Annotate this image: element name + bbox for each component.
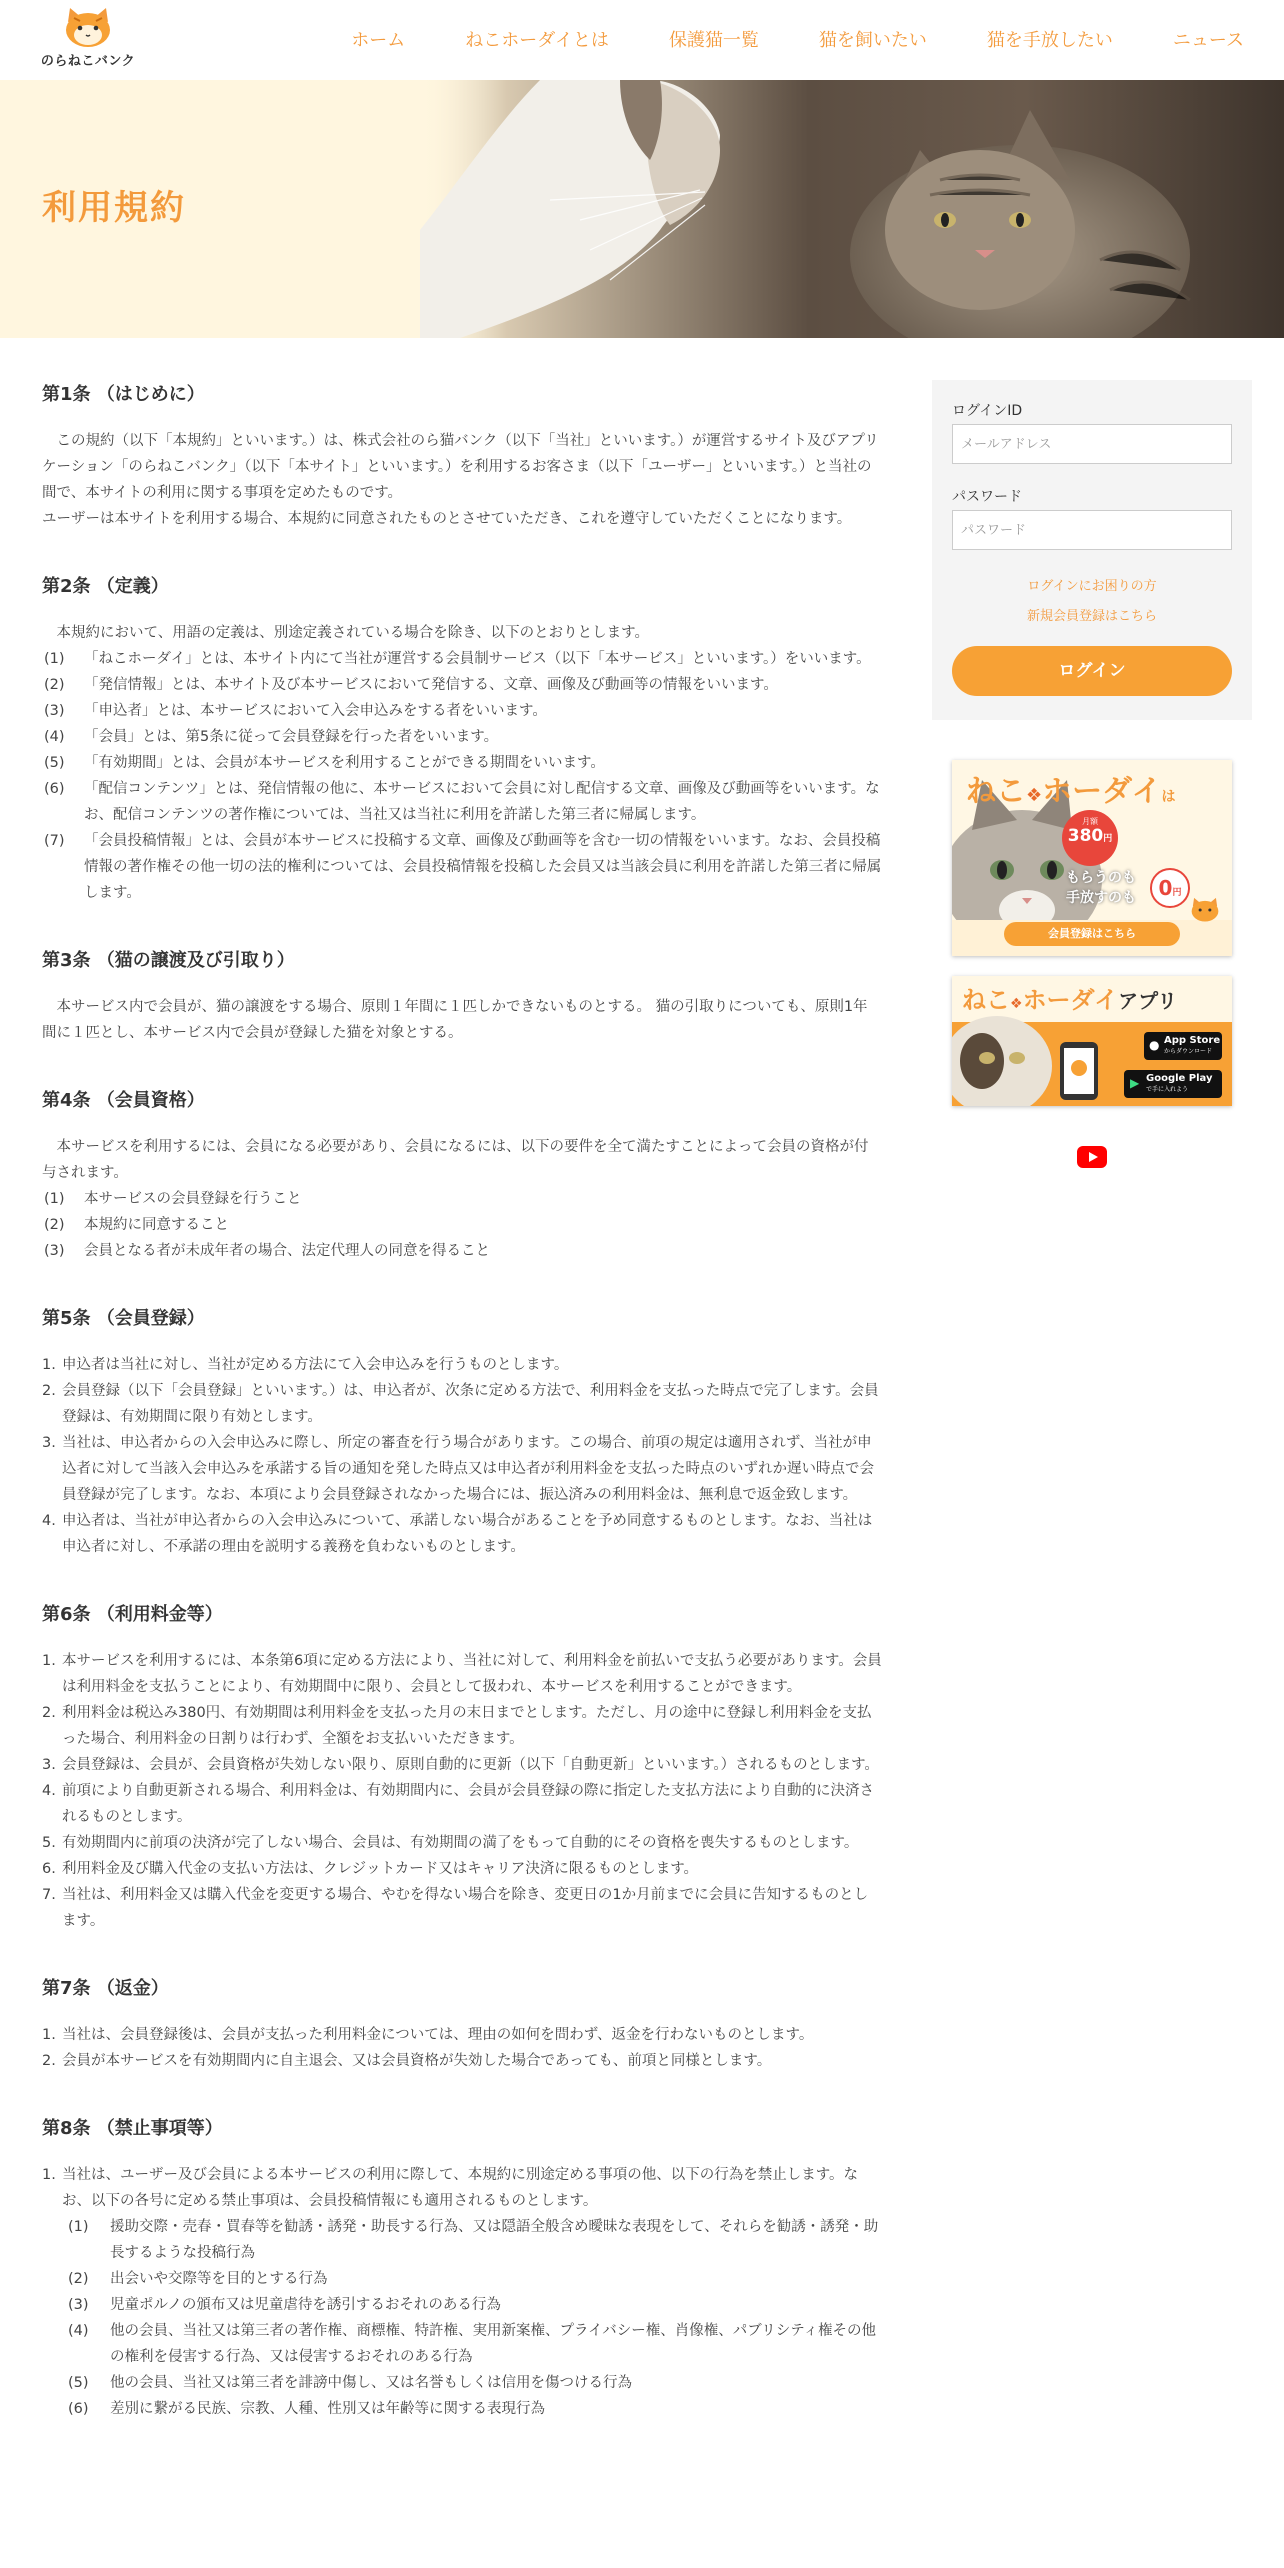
nav-news[interactable]: ニュース	[1172, 30, 1244, 51]
list-item: 1. 本サービスを利用するには、本条第6項に定める方法により、当社に対して、利用料金を前払いで支払う必要があります。会員は利用料金を支払うことにより、有効期間中に限り、会員として扱われ、本サービスを利用することができます。	[42, 1653, 882, 1695]
list-item: (3) 会員となる者が未成年者の場合、法定代理人の同意を得ること	[44, 1243, 490, 1259]
article-4-title: 第4条 （会員資格）	[42, 1090, 205, 1111]
article-6-title: 第6条 （利用料金等）	[42, 1604, 223, 1625]
play-icon: ▶	[1130, 1076, 1140, 1090]
list-item: 7. 当社は、利用料金又は購入代金を変更する場合、やむを得ない場合を除き、変更日の1か月前までに会員に告知するものとします。	[42, 1887, 869, 1929]
list-item: 2. 利用料金は税込み380円、有効期間は利用料金を支払った月の末日までとします。ただし、月の途中に登録し利用料金を支払った場合、利用料金の日割りは行わず、全額をお支払いいただきます。	[42, 1705, 872, 1747]
article-8-title: 第8条 （禁止事項等）	[42, 2118, 223, 2139]
nekohodai-app-banner[interactable]: ねこ❖ホーダイアプリ ● App Store からダウンロード ▶ Google Play で手に入れよう	[952, 976, 1232, 1106]
nav-release[interactable]: 猫を手放したい	[986, 30, 1113, 51]
article-4-para-1: 本サービスを利用するには、会員になる必要があり、会員になるには、以下の要件を全て満たすことによって会員の資格が付与されます。	[42, 1139, 869, 1181]
banner1-title-a: ねこ	[966, 774, 1026, 809]
banner1-cta-button[interactable]: 会員登録はこちら	[1004, 922, 1180, 946]
article-5	[42, 1304, 882, 1560]
list-item: (1) 「ねこホーダイ」とは、本サイト内にて当社が運営する会員制サービス（以下「本サービス」といいます。）をいいます。	[44, 651, 871, 667]
sidebar	[932, 380, 1252, 1168]
login-box	[932, 380, 1252, 720]
list-item: 1. 当社は、会員登録後は、会員が支払った利用料金については、理由の如何を問わず、返金を行わないものとします。	[42, 2027, 814, 2043]
email-input[interactable]	[952, 424, 1232, 464]
banner1-title-b: ホーダイ	[1042, 774, 1162, 809]
list-item: 4. 申込者は、当社が申込者からの入会申込みについて、承諾しない場合があることを予め同意するものとします。なお、当社は申込者に対し、不承諾の理由を説明する義務を負わないものとします。	[42, 1513, 873, 1555]
app-store-button[interactable]: ● App Store からダウンロード	[1144, 1032, 1222, 1060]
article-1-para-2: ユーザーは本サイトを利用する場合、本規約に同意されたものとさせていただき、これを遵守していただくことになります。	[42, 511, 852, 527]
youtube-icon[interactable]	[1077, 1146, 1107, 1168]
list-item: (1) 援助交際・売春・買春等を勧誘・誘発・助長する行為、又は隠語全般含め曖昧な表現をして、それらを勧誘・誘発・助長するような投稿行為	[68, 2219, 879, 2261]
banner1-title-c: は	[1161, 789, 1176, 805]
article-2-title: 第2条 （定義）	[42, 576, 169, 597]
logo-text: のらねこバンク	[40, 54, 136, 69]
list-item: 6. 利用料金及び購入代金の支払い方法は、クレジットカード又はキャリア決済に限るものとします。	[42, 1861, 699, 1877]
cat-logo-icon	[60, 8, 116, 48]
article-8-sublist	[62, 2214, 882, 2422]
google-play-button[interactable]: ▶ Google Play で手に入れよう	[1124, 1070, 1222, 1098]
article-7-title: 第7条 （返金）	[42, 1978, 169, 1999]
list-item: (6) 差別に繋がる民族、宗教、人種、性別又は年齢等に関する表現行為	[68, 2401, 545, 2417]
article-3-para-1: 本サービス内で会員が、猫の譲渡をする場合、原則１年間に１匹しかできないものとする。 猫の引取りについても、原則1年間に１匹とし、本サービス内で会員が登録した猫を対象とする。	[42, 999, 868, 1041]
zero-yen-badge: 0円	[1150, 868, 1190, 908]
nekohodai-banner[interactable]: ねこ❖ホーダイは 月額 380円 もらうのも 手放すのも 0円 会員登録はこちら	[952, 760, 1232, 956]
article-7	[42, 1974, 882, 2074]
list-item: (2) 「発信情報」とは、本サイト及び本サービスにおいて発信する、文章、画像及び動画等の情報をいいます。	[44, 677, 778, 693]
list-item: (5) 「有効期間」とは、会員が本サービスを利用することができる期間をいいます。	[44, 755, 605, 771]
list-item: (3) 「申込者」とは、本サービスにおいて入会申込みをする者をいいます。	[44, 703, 547, 719]
article-3-title: 第3条 （猫の譲渡及び引取り）	[42, 950, 295, 971]
cat-mascot-icon	[1188, 896, 1222, 924]
nav-about[interactable]: ねこホーダイとは	[465, 30, 609, 51]
site-logo[interactable]	[40, 8, 136, 72]
password-input[interactable]	[952, 510, 1232, 550]
apple-icon: ●	[1149, 1038, 1160, 1052]
article-4	[42, 1086, 882, 1264]
list-item: (5) 他の会員、当社又は第三者を誹謗中傷し、又は名誉もしくは信用を傷つける行為	[68, 2375, 632, 2391]
register-link[interactable]: 新規会員登録はこちら	[1026, 609, 1157, 624]
banner2-title-b: ホーダイ	[1022, 986, 1119, 1014]
hero-banner	[0, 80, 1284, 338]
article-2	[42, 572, 882, 906]
list-item: 3. 会員登録は、会員が、会員資格が失効しない限り、原則自動的に更新（以下「自動更新」といいます。）されるものとします。	[42, 1757, 879, 1773]
list-item: 2. 会員が本サービスを有効期間内に自主退会、又は会員資格が失効した場合であっても、前項と同様とします。	[42, 2053, 772, 2069]
banner2-title-c: アプリ	[1118, 989, 1178, 1013]
article-4-list	[42, 1186, 882, 1264]
list-item: (2) 出会いや交際等を目的とする行為	[68, 2271, 328, 2287]
article-6	[42, 1600, 882, 1934]
list-item: 3. 当社は、申込者からの入会申込みに際し、所定の審査を行う場合があります。この場合、前項の規定は適用されず、当社が申込者に対して当該入会申込みを承諾する旨の通知を発した時点又は申込者が利用料金を支払った時点のいずれか遅い時点で会員登録が完了します。なお、本項により会員登録されなかった場合には、振込済みの利用料金は、無利息で返金致します。	[42, 1435, 874, 1503]
nav-adopt[interactable]: 猫を飼いたい	[818, 30, 927, 51]
article-5-list	[42, 1352, 882, 1560]
list-item: (7) 「会員投稿情報」とは、会員が本サービスに投稿する文章、画像及び動画等を含む一切の情報をいいます。なお、会員投稿情報の著作権その他一切の法的権利については、会員投稿情報を投稿した会員又は当該会員に利用を許諾した第三者に帰属します。	[44, 833, 882, 901]
list-item: (2) 本規約に同意すること	[44, 1217, 229, 1233]
login-links	[952, 572, 1232, 632]
login-trouble-link[interactable]: ログインにお困りの方	[1027, 579, 1157, 594]
article-1-para-1: この規約（以下「本規約」といいます。）は、株式会社のら猫バンク（以下「当社」といいます。）が運営するサイト及びアプリケーション「のらねこバンク」（以下「本サイト」といいます。）を利用するお客さま（以下「ユーザー」といいます。）と当社の間で、本サイトの利用に関する事項を定めたものです。	[42, 433, 879, 501]
article-1	[42, 380, 882, 532]
list-item: (3) 児童ポルノの頒布又は児童虐待を誘引するおそれのある行為	[68, 2297, 501, 2313]
article-8-list	[42, 2162, 882, 2422]
list-item: 1. 当社は、ユーザー及び会員による本サービスの利用に際して、本規約に別途定める事項の他、以下の行為を禁止します。なお、以下の各号に定める禁止事項は、会員投稿情報にも適用されるものとします。 (1) 援助交際・売春・買春等を勧誘・誘発・助長する行為、又は隠語全般含め曖昧な表現をして、それらを勧誘・誘発・助長するような投稿行為 (2) 出会いや交際等を目的とする行為 (3) 児童ポルノの頒布又は児童虐待を誘引するおそれのある行為 (4) 他の会員、当社又は第三者の著作権、商標権、特許権、実用新案権、プライバシー権、肖像権、パブリシティ権その他の権利を侵害する行為、又は侵害するおそれのある行為 (5) 他の会員、当社又は第三者を誹謗中傷し、又は名誉もしくは信用を傷つける行為 (6) 差別に繋がる民族、宗教、人種、性別又は年齢等に関する表現行為	[42, 2162, 882, 2422]
list-item: (1) 本サービスの会員登録を行うこと	[44, 1191, 302, 1207]
nav-cats[interactable]: 保護猫一覧	[668, 30, 759, 51]
site-header	[0, 0, 1284, 80]
article-5-title: 第5条 （会員登録）	[42, 1308, 205, 1329]
list-item: 5. 有効期間内に前項の決済が完了しない場合、会員は、有効期間の満了をもって自動的にその資格を喪失するものとします。	[42, 1835, 859, 1851]
list-item: 1. 申込者は当社に対し、当社が定める方法にて入会申込みを行うものとします。	[42, 1357, 569, 1373]
list-item: 4. 前項により自動更新される場合、利用料金は、有効期間内に、会員が会員登録の際に指定した支払方法により自動的に決済されるものとします。	[42, 1783, 874, 1825]
price-badge: 月額 380円	[1062, 810, 1118, 866]
login-id-label: ログインID	[952, 403, 1023, 419]
banner1-line2: 手放すのも	[1066, 890, 1136, 906]
main-nav	[351, 26, 1244, 52]
list-item: (4) 「会員」とは、第5条に従って会員登録を行った者をいいます。	[44, 729, 499, 745]
password-label: パスワード	[952, 489, 1022, 505]
page-title: 利用規約	[42, 188, 186, 228]
list-item: (6) 「配信コンテンツ」とは、発信情報の他に、本サービスにおいて会員に対し配信する文章、画像及び動画等をいいます。なお、配信コンテンツの著作権については、当社又は当社に利用を許諾した第三者に帰属します。	[44, 781, 880, 823]
article-2-list	[42, 646, 882, 906]
login-button[interactable]: ログイン	[952, 646, 1232, 696]
list-item: 2. 会員登録（以下「会員登録」といいます。）は、申込者が、次条に定める方法で、利用料金を支払った時点で完了します。会員登録は、有効期間に限り有効とします。	[42, 1383, 879, 1425]
article-3	[42, 946, 882, 1046]
article-1-title: 第1条 （はじめに）	[42, 384, 205, 405]
banner2-title-a: ねこ	[962, 986, 1010, 1014]
nav-home[interactable]: ホーム	[351, 30, 406, 51]
article-7-list	[42, 2022, 882, 2074]
article-6-list	[42, 1648, 882, 1934]
terms-content	[42, 380, 882, 2462]
list-item: (4) 他の会員、当社又は第三者の著作権、商標権、特許権、実用新案権、プライバシー権、肖像権、パブリシティ権その他の権利を侵害する行為、又は侵害するおそれのある行為	[68, 2323, 877, 2365]
two-cats-photo	[420, 80, 1284, 338]
article-8	[42, 2114, 882, 2422]
banner1-line1: もらうのも	[1066, 870, 1136, 886]
article-2-intro: 本規約において、用語の定義は、別途定義されている場合を除き、以下のとおりとします。	[56, 625, 649, 641]
